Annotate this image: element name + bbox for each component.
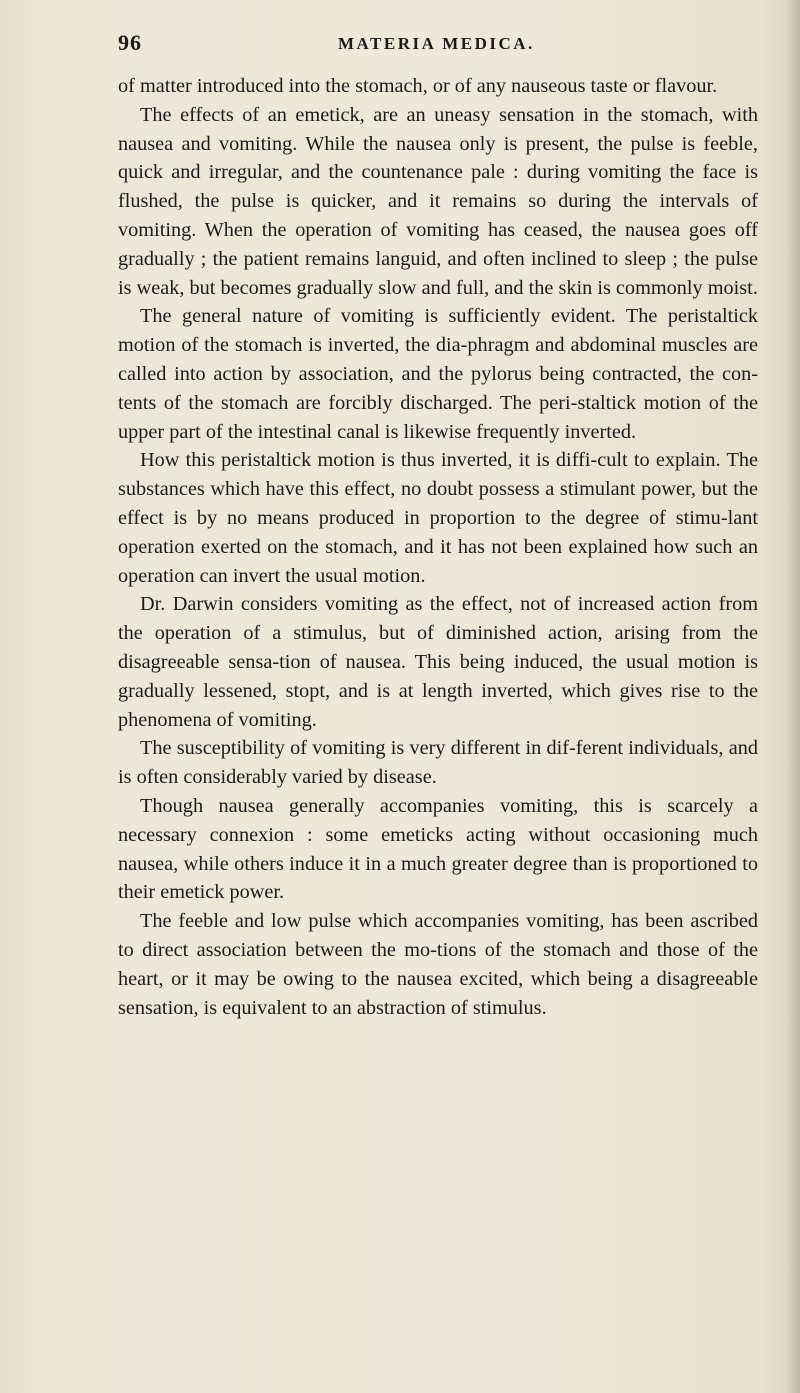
paragraph-continuation: of matter introduced into the stomach, or of any nauseous taste or flavour. <box>118 75 718 97</box>
paragraph-nature-of-vomiting: The general nature of vomiting is sufficiently evident. The peristaltick motion of the stomach is inverted, the dia-phragm and abdominal muscles are called into action by association, and the pylorus being contracted, the con-tents of the stomach are forcibly discharged. The peri-staltick motion of the upper part of the intestinal canal is likewise frequently inverted. <box>118 305 758 443</box>
page-edge-shadow <box>786 0 800 1393</box>
paragraph-effects-of-emetick: The effects of an emetick, are an uneasy sensation in the stomach, with nausea and vomiting. While the nausea only is present, the pulse is feeble, quick and irregular, and the countenance pale : during vomiting the face is flushed, the pulse is quicker, and it remains so during the intervals of vomiting. When the operation of vomiting has ceased, the nausea goes off gradually ; the patient remains languid, and often inclined to sleep ; the pulse is weak, but becomes gradually slow and full, and the skin is commonly moist. <box>118 103 758 299</box>
paragraph-susceptibility: The susceptibility of vomiting is very different in dif-ferent individuals, and is often considerably varied by disease. <box>118 737 758 789</box>
page-header <box>118 30 758 60</box>
text-body <box>118 72 758 1022</box>
page-number: 96 <box>118 30 142 55</box>
paragraph-nausea-connexion: Though nausea generally accompanies vomiting, this is scarcely a necessary connexion : some emeticks acting without occasioning much nausea, while others induce it in a much greater degree than is proportioned to their emetick power. <box>118 794 758 904</box>
paragraph-peristaltick-inversion: How this peristaltick motion is thus inverted, it is diffi-cult to explain. The substances which have this effect, no doubt possess a stimulant power, but the effect is by no means produced in proportion to the degree of stimu-lant operation exerted on the stomach, and it has not been explained how such an operation can invert the usual motion. <box>118 449 758 587</box>
running-head: MATERIA MEDICA. <box>338 34 535 53</box>
paragraph-feeble-pulse: The feeble and low pulse which accompanies vomiting, has been ascribed to direct association between the mo-tions of the stomach and those of the heart, or it may be owing to the nausea excited, which being a disagreeable sensation, is equivalent to an abstraction of stimulus. <box>118 910 758 1019</box>
paragraph-darwin: Dr. Darwin considers vomiting as the effect, not of increased action from the operation of a stimulus, but of diminished action, arising from the disagreeable sensa-tion of nausea. This being induced, the usual motion is gradually lessened, stopt, and is at length inverted, which gives rise to the phenomena of vomiting. <box>118 593 758 731</box>
